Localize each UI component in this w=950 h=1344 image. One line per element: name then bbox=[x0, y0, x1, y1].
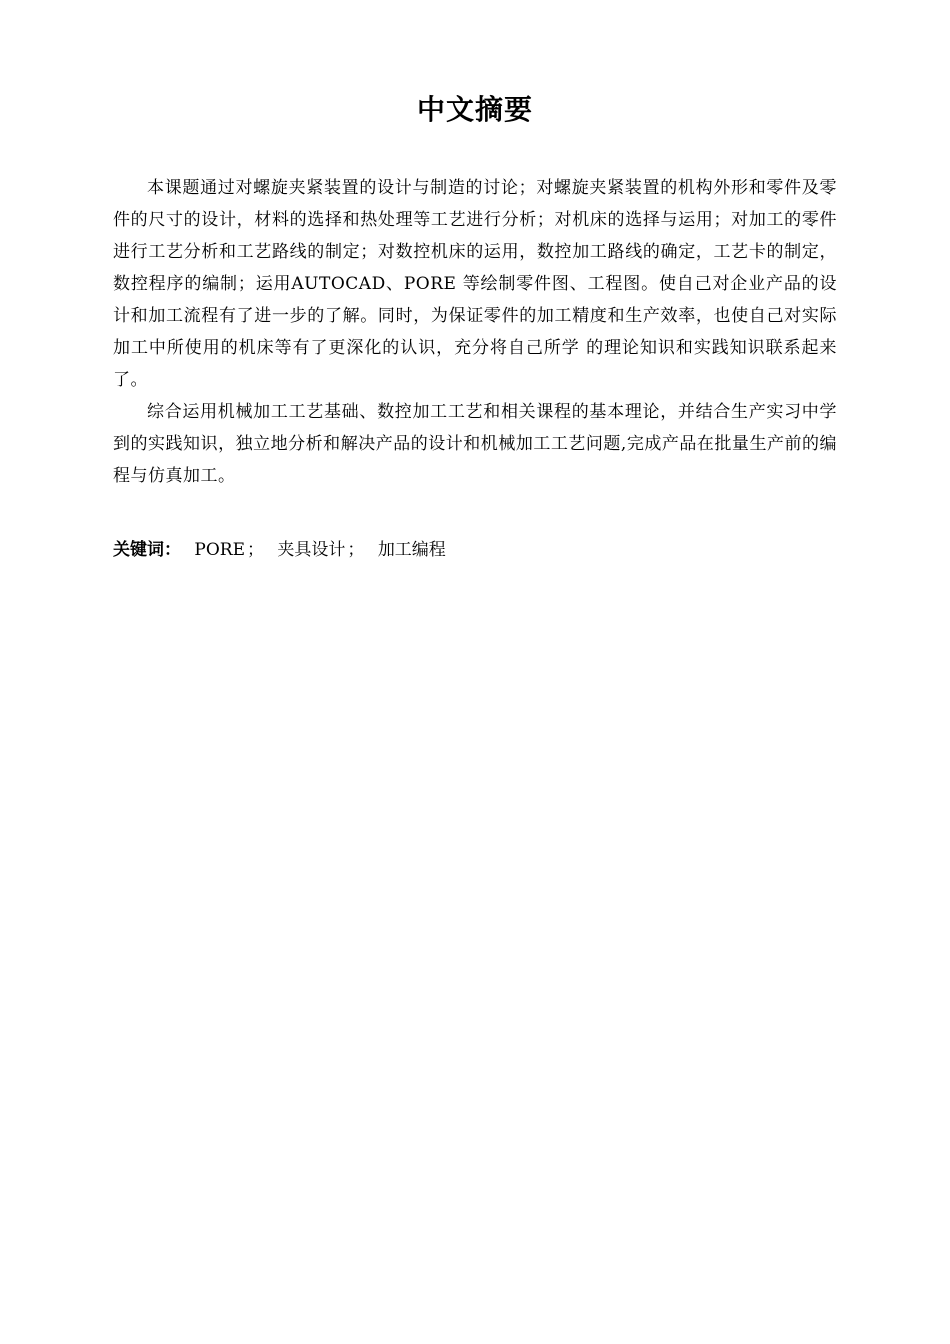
abstract-paragraph-1: 本课题通过对螺旋夹紧装置的设计与制造的讨论；对螺旋夹紧装置的机构外形和零件及零件的尺寸的设计，材料的选择和热处理等工艺进行分析；对机床的选择与运用；对加工的零件进行工艺分析和工艺路线的制定；对数控机床的运用，数控加工路线的确定，工艺卡的制定，数控程序的编制；运用AUTOCAD、PORE 等绘制零件图、工程图。使自己对企业产品的设计和加工流程有了进一步的了解。同时，为保证零件的加工精度和生产效率，也使自己对实际加工中所使用的机床等有了更深化的认识，充分将自己所学 的理论知识和实践知识联系起来了。 bbox=[113, 178, 837, 390]
keywords-line bbox=[113, 534, 837, 566]
keyword-separator: ； bbox=[247, 540, 264, 560]
keyword-separator: ； bbox=[347, 540, 365, 560]
abstract-paragraph-2: 综合运用机械加工工艺基础、数控加工工艺和相关课程的基本理论，并结合生产实习中学到的实践知识，独立地分析和解决产品的设计和机械加工工艺问题,完成产品在批量生产前的编程与仿真加工。 bbox=[113, 402, 837, 486]
keywords-label: 关键词： bbox=[113, 540, 181, 560]
keyword-item: PORE bbox=[194, 540, 245, 560]
abstract-body bbox=[113, 172, 837, 492]
page-title: 中文摘要 bbox=[416, 93, 533, 126]
keyword-item: 夹具设计 bbox=[277, 540, 346, 560]
keyword-item: 加工编程 bbox=[377, 540, 446, 560]
